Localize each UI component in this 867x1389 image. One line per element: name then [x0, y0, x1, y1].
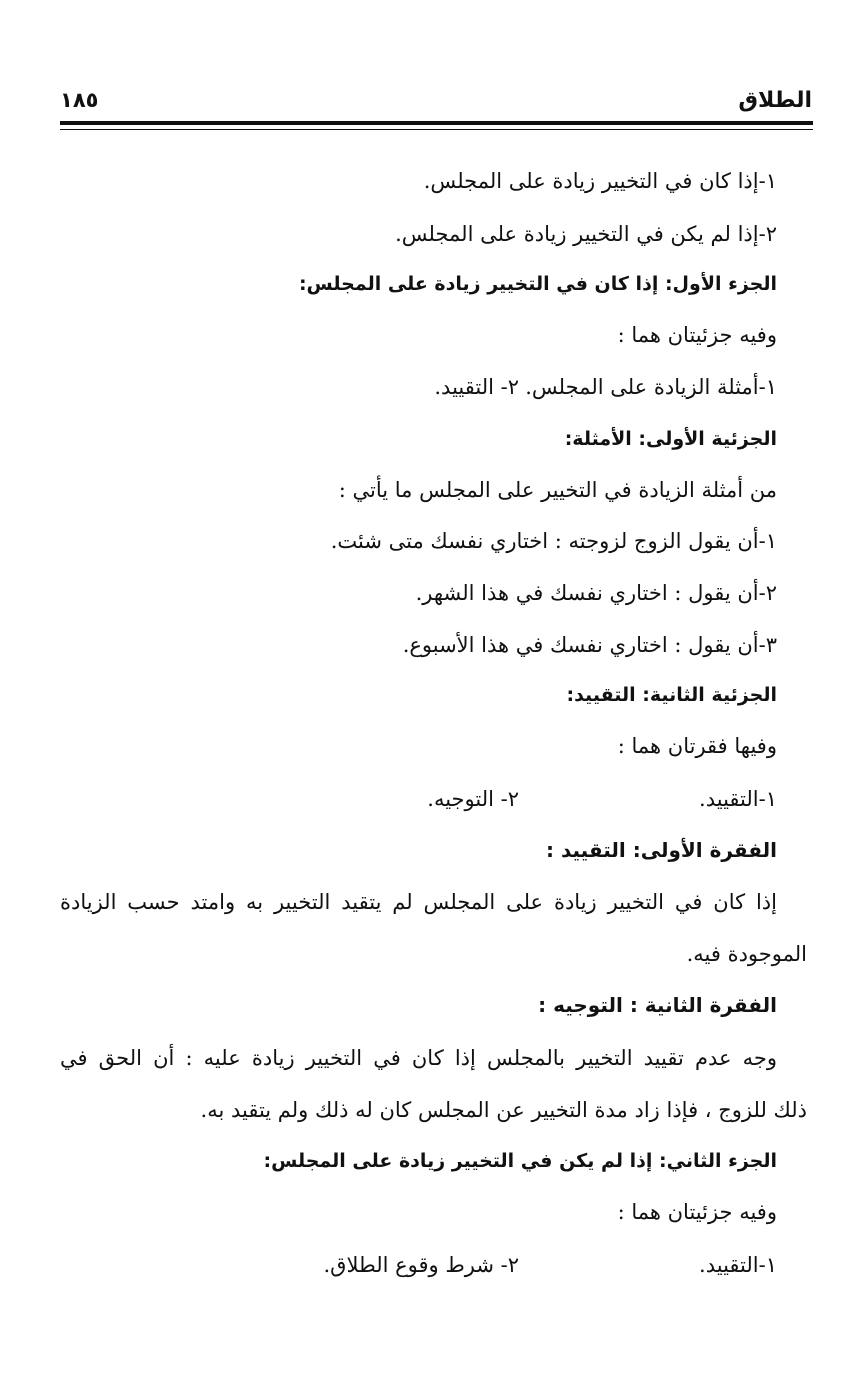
- list-item: ١-التقييد.: [699, 1253, 777, 1277]
- section-heading: الجزء الثاني: إذا لم يكن في التخيير زيادة على المجلس:: [263, 1150, 777, 1172]
- paragraph-line: ذلك للزوج ، فإذا زاد مدة التخيير عن المجلس كان له ذلك ولم يتقيد به.: [200, 1098, 807, 1122]
- list-item-pair: [150, 372, 777, 402]
- paragraph: وفيه جزئيتان هما :: [617, 323, 777, 347]
- list-item: ٢- التوجيه.: [427, 787, 519, 811]
- list-item: ٢- التقييد.: [434, 375, 519, 399]
- paragraph-line: وجه عدم تقييد التخيير بالمجلس إذا كان في التخيير زيادة عليه : أن الحق في: [60, 1046, 777, 1070]
- list-item: ١-أمثلة الزيادة على المجلس.: [525, 375, 777, 399]
- section-heading: الجزئية الأولى: الأمثلة:: [564, 428, 777, 450]
- page-number: ١٨٥: [60, 88, 99, 112]
- section-heading: الجزء الأول: إذا كان في التخيير زيادة على المجلس:: [298, 273, 777, 295]
- paragraph: وفيها فقرتان هما :: [617, 734, 777, 758]
- list-item: ١-التقييد.: [699, 787, 777, 811]
- header-rule-thin: [60, 129, 813, 130]
- header-rule-thick: [60, 121, 813, 125]
- paragraph: وفيه جزئيتان هما :: [617, 1200, 777, 1224]
- paragraph: من أمثلة الزيادة في التخيير على المجلس ما يأتي :: [338, 478, 777, 502]
- section-heading: الفقرة الثانية : التوجيه :: [538, 993, 777, 1017]
- list-item: ٢-إذا لم يكن في التخيير زيادة على المجلس.: [395, 222, 777, 246]
- list-item-pair: [150, 784, 777, 814]
- paragraph-line: إذا كان في التخيير زيادة على المجلس لم يتقيد التخيير به وامتد حسب الزيادة: [60, 890, 777, 914]
- paragraph-line: الموجودة فيه.: [686, 942, 807, 966]
- list-item: ٣-أن يقول : اختاري نفسك في هذا الأسبوع.: [402, 633, 777, 657]
- list-item: ٢- شرط وقوع الطلاق.: [323, 1253, 519, 1277]
- list-item: ١-أن يقول الزوج لزوجته : اختاري نفسك متى شئت.: [330, 529, 777, 553]
- list-item: ٢-أن يقول : اختاري نفسك في هذا الشهر.: [415, 581, 777, 605]
- section-heading: الجزئية الثانية: التقييد:: [566, 684, 777, 706]
- chapter-title: الطلاق: [738, 88, 812, 113]
- list-item-pair: [150, 1250, 777, 1280]
- page-header: [60, 88, 812, 122]
- list-item: ١-إذا كان في التخيير زيادة على المجلس.: [423, 169, 777, 193]
- section-heading: الفقرة الأولى: التقييد :: [545, 838, 777, 862]
